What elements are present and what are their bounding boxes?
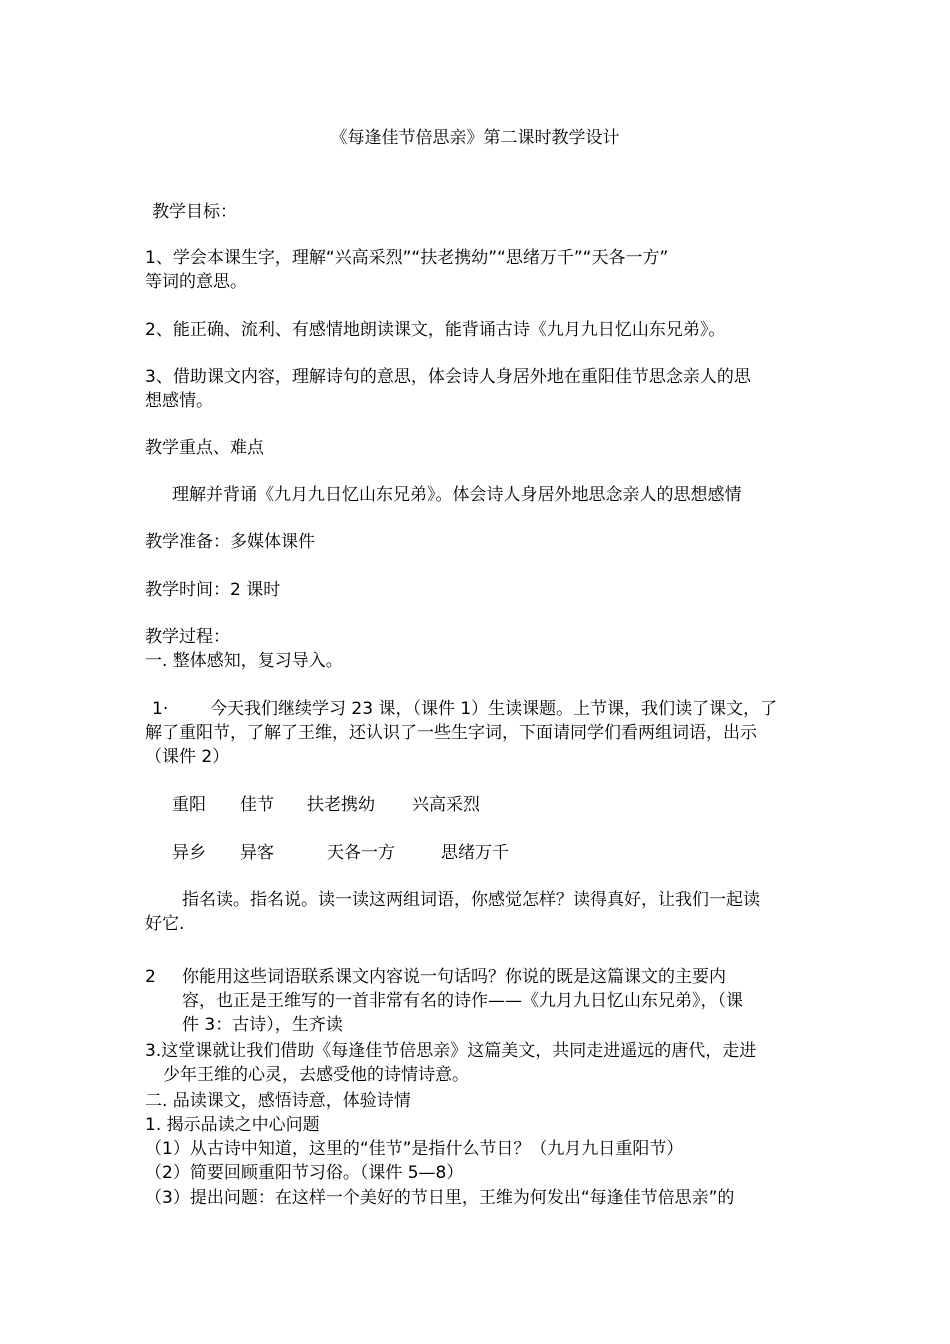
step-1-line-1: 今天我们继续学习 23 课，（课件 1）生读课题。上节课，我们读了课文，了: [210, 699, 778, 719]
teaching-preparation: 教学准备：多媒体课件: [145, 532, 315, 552]
key-points-text: 理解并背诵《九月九日忆山东兄弟》。体会诗人身居外地思念亲人的思想感情: [172, 485, 742, 505]
objective-1-line-1: 1、学会本课生字，理解“兴高采烈”“扶老携幼”“思绪万千”“天各一方”: [145, 248, 669, 268]
word-group-2: [0, 841, 950, 865]
reading-line-1: 指名读。指名说。读一读这两组词语，你感觉怎样？读得真好，让我们一起读: [182, 890, 760, 910]
objective-3-line-2: 想感情。: [145, 391, 213, 411]
step-2-number: 2: [145, 967, 156, 987]
word-item: 天各一方: [327, 843, 395, 863]
question-2: （2）简要回顾重阳节习俗。（课件 5—8）: [145, 1163, 464, 1183]
step-2-line-1: 你能用这些词语联系课文内容说一句话吗？你说的既是这篇课文的主要内: [182, 967, 726, 987]
question-1: （1）从古诗中知道，这里的“佳节”是指什么节日？（九月九日重阳节）: [145, 1139, 684, 1159]
objectives-heading: 教学目标：: [152, 202, 237, 222]
word-item: 异客: [240, 843, 274, 863]
word-group-1: [0, 793, 950, 817]
objective-3-line-1: 3、借助课文内容，理解诗句的意思，体会诗人身居外地在重阳佳节思念亲人的思: [145, 367, 751, 387]
objective-1-line-2: 等词的意思。: [145, 272, 247, 292]
word-item: 异乡: [172, 843, 206, 863]
step-1-line-3: （课件 2）: [145, 747, 230, 767]
word-item: 重阳: [172, 795, 206, 815]
word-item: 思绪万千: [441, 843, 509, 863]
page-title: 《每逢佳节倍思亲》第二课时教学设计: [330, 128, 620, 148]
part-1-heading: 一. 整体感知，复习导入。: [145, 651, 343, 671]
objective-2: 2、能正确、流利、有感情地朗读课文，能背诵古诗《九月九日忆山东兄弟》。: [145, 320, 726, 340]
step-1-line-2: 解了重阳节，了解了王维，还认识了一些生字词，下面请同学们看两组词语，出示: [145, 723, 757, 743]
word-item: 扶老携幼: [307, 795, 375, 815]
part-2-sub-1: 1. 揭示品读之中心问题: [145, 1115, 320, 1135]
process-heading: 教学过程：: [145, 627, 230, 647]
step-3-line-1: 3.这堂课就让我们借助《每逢佳节倍思亲》这篇美文，共同走进遥远的唐代，走进: [145, 1041, 757, 1061]
reading-line-2: 好它.: [145, 914, 185, 934]
word-item: 佳节: [240, 795, 274, 815]
word-item: 兴高采烈: [412, 795, 480, 815]
step-2-line-3: 件 3：古诗），生齐读: [182, 1015, 343, 1035]
step-3-line-2: 少年王维的心灵，去感受他的诗情诗意。: [163, 1065, 469, 1085]
teaching-time: 教学时间：2 课时: [145, 580, 281, 600]
key-points-heading: 教学重点、难点: [145, 438, 264, 458]
question-3: （3）提出问题：在这样一个美好的节日里，王维为何发出“每逢佳节倍思亲”的: [145, 1188, 735, 1208]
step-2-line-2: 容，也正是王维写的一首非常有名的诗作——《九月九日忆山东兄弟》，（课: [182, 991, 743, 1011]
step-1-number: 1·: [152, 699, 169, 719]
part-2-heading: 二. 品读课文，感悟诗意，体验诗情: [145, 1091, 411, 1111]
